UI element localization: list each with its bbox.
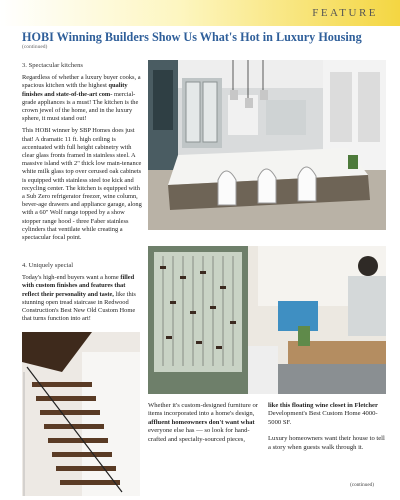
section3-paragraph-1: Regardless of whether a luxury buyer cooks, a spacious kitchen with the highest quality finishes and state-of-the-art com- mercial-grade appliances is a must! The kitchen is the crown jewel of the home, and in the luxury sphere, it must stand out! [22, 74, 141, 123]
section4-text [22, 262, 142, 327]
wine-closet-photo [148, 246, 386, 394]
bottom-column-2-paragraph-2: Luxury homeowners want their house to tell a story when guests walk through it. [268, 435, 385, 451]
section4-title: 4. Uniquely special [22, 262, 74, 269]
section3-text [22, 62, 142, 246]
section4-paragraph: Today's high-end buyers want a home filled with custom finishes and features that reflect their personality and taste, like this stunning open tread staircase in Redwood Construction's Best New Old Custom Home that turns function into art! [22, 274, 136, 323]
bottom-column-2: like this floating wine closet in Fletcher Development's Best Custom Home 4000-5000 SF. Luxury homeowners want their house to tell a story when guests walk through it. [268, 402, 385, 451]
staircase-photo [22, 332, 140, 496]
section3-title: 3. Spectacular kitchens [22, 62, 83, 69]
article-title: HOBI Winning Builders Show Us What's Hot in Luxury Housing [22, 30, 362, 44]
kitchen-photo [148, 60, 386, 230]
continued-label-top: (continued) [22, 44, 48, 50]
bottom-column-1: Whether it's custom-designed furniture or items incorporated into a home's design, affluent homeowners don't want what everyone else has — so look for hand-crafted and specialty-sourced pieces, [148, 402, 258, 443]
section-label: FEATURE [312, 7, 378, 19]
continued-label-bottom: (continued) [350, 482, 374, 488]
section3-paragraph-2: This HOBI winner by SBP Homes does just that! A dramatic 11 ft. high ceiling is accentuated with full height cabinetry with clear glass fronts framed in stainless steel. A massive island with 2" thick low main-tenance white milk glass top over cerused oak cabinets is equipped with stainless steel toe kick and recycling center. The kitchen is equipped with a Sub Zero refrigerator freezer, wine column, bever-age drawers and appliance garage, along with a 60" Wolf range topped by a show stopper range hood - three Faber stainless cylinders that ventilate while creating a spectacular focal point. [22, 127, 142, 242]
